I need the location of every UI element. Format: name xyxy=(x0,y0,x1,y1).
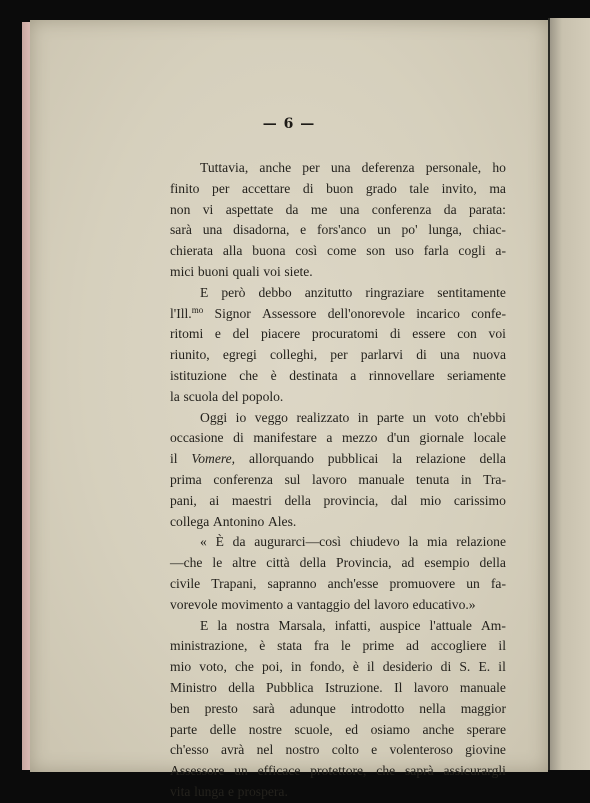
text-line: Assessore un efficace protettore, che saprà assicurargli xyxy=(170,763,506,779)
book-page xyxy=(30,20,548,799)
text-line: istituzione che è destinata a rinnovellare seriamente xyxy=(170,367,506,383)
text-line: occasione di manifestare a mezzo d'un giornale locale xyxy=(170,430,506,446)
text-line: collega Antonino Ales. xyxy=(170,513,297,529)
text-line: vita lunga e prospera. xyxy=(170,783,288,799)
paragraph xyxy=(170,408,506,533)
text-line: E però debbo anzitutto ringraziare sentitamente xyxy=(200,284,506,300)
text-line: « È da augurarci—così chiudevo la mia relazione xyxy=(200,534,506,550)
paragraph xyxy=(170,532,506,615)
adjacent-page-edge xyxy=(548,18,590,770)
paragraph xyxy=(170,616,506,803)
text-line: non vi aspettate da me una conferenza da parata: xyxy=(170,201,506,217)
text-line: mio voto, che poi, in fondo, è il desiderio di S. E. il xyxy=(170,659,506,675)
text-line: pani, ai maestri della provincia, dal mio carissimo xyxy=(170,492,506,508)
text-line: civile Trapani, sapranno anch'esse promuovere un fa- xyxy=(170,575,506,591)
text-line: ministrazione, è stata fra le prime ad accogliere il xyxy=(170,638,506,654)
text-line: il Vomere, allorquando pubblicai la relazione della xyxy=(170,451,506,467)
text-line: Ministro della Pubblica Istruzione. Il lavoro manuale xyxy=(170,679,506,695)
text-line: chierata alla buona così come son uso farla cogli a- xyxy=(170,243,506,259)
text-line: ritomi e del piacere procuratomi di essere con voi xyxy=(170,326,506,342)
text-line: vorevole movimento a vantaggio del lavoro educativo.» xyxy=(170,596,476,612)
page-number: — 6 — xyxy=(262,116,316,132)
paragraph xyxy=(170,283,506,408)
text-line: la scuola del popolo. xyxy=(170,388,284,404)
text-line: prima conferenza sul lavoro manuale tenuta in Tra- xyxy=(170,471,506,487)
text-line: finito per accettare di buon grado tale invito, ma xyxy=(170,180,506,196)
paragraph xyxy=(170,158,506,283)
text-line: ch'esso avrà nel nostro colto e volenteroso giovine xyxy=(170,742,506,758)
text-line: sarà una disadorna, e fors'anco un po' lunga, chiac- xyxy=(170,222,506,238)
text-line: parte delle nostre scuole, ed osiamo anche sperare xyxy=(170,721,506,737)
text-line: ben presto sarà adunque introdotto nella maggior xyxy=(170,700,506,716)
text-line: riunito, egregi colleghi, per parlarvi di una nuova xyxy=(170,347,506,363)
text-line: E la nostra Marsala, infatti, auspice l'attuale Am- xyxy=(200,617,506,633)
text-line: —che le altre città della Provincia, ad esempio della xyxy=(170,555,506,571)
body-text xyxy=(170,158,506,803)
text-line: Oggi io veggo realizzato in parte un voto ch'ebbi xyxy=(200,409,506,425)
text-line: mici buoni quali voi siete. xyxy=(170,263,313,279)
text-line: Tuttavia, anche per una deferenza personale, ho xyxy=(200,160,506,175)
text-line: l'Ill.$^{mo}$ Signor Assessore dell'onorevole incarico confe- xyxy=(170,304,506,321)
